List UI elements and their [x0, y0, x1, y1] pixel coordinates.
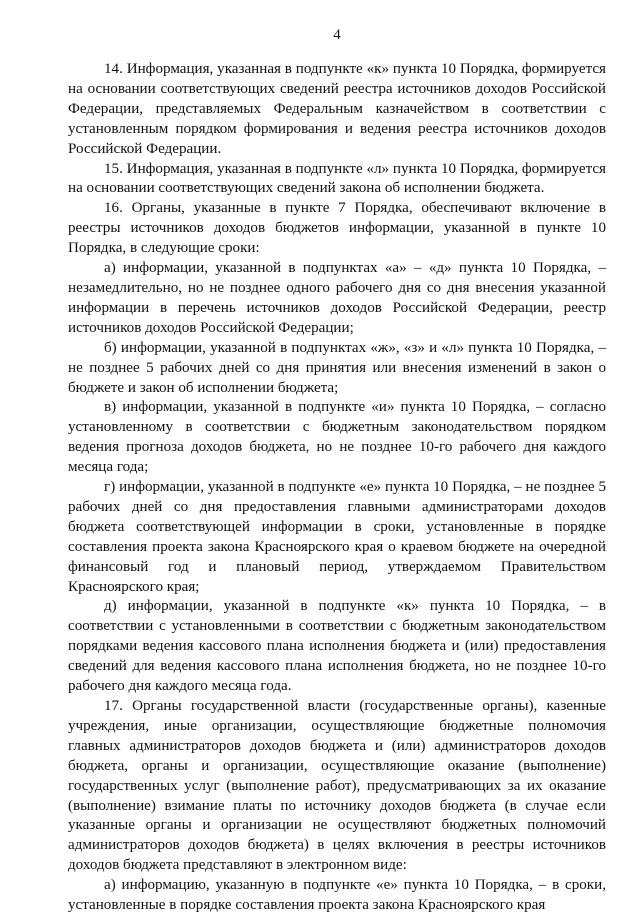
page-number: 4	[333, 27, 341, 43]
paragraph-16-a: а) информации, указанной в подпунктах «а» – «д» пункта 10 Порядка, – незамедлительно, но не позднее одного рабочего дня со дня внесения указанной информации в перечень источников доходов Российской Федерации, реестр источников доходов Российской Федерации;	[68, 260, 606, 336]
paragraph-16-v: в) информации, указанной в подпункте «и» пункта 10 Порядка, – согласно установленному в соответствии с бюджетным законодательством порядком ведения прогноза доходов бюджета, но не позднее 10-го рабочего дня каждого месяца года;	[68, 399, 606, 476]
paragraph-16-d: д) информации, указанной в подпункте «к» пункта 10 Порядка, – в соответствии с установленными в соответствии с бюджетным законодательством порядками ведения кассового плана исполнения бюджета и (или) предоставления сведений для ведения кассового плана исполнения бюджета, но не позднее 10-го рабочего дня каждого месяца года.	[68, 598, 606, 695]
paragraph-16: 16. Органы, указанные в пункте 7 Порядка, обеспечивают включение в реестры источников доходов бюджетов информации, указанной в пункте 10 Порядка, в следующие сроки:	[68, 200, 606, 257]
paragraph-16-b: б) информации, указанной в подпунктах «ж», «з» и «л» пункта 10 Порядка, – не позднее 5 рабочих дней со дня принятия или внесения изменений в закон о бюджете и закон об исполнении бюджета;	[68, 339, 606, 396]
paragraph-15: 15. Информация, указанная в подпункте «л» пункта 10 Порядка, формируется на основании соответствующих сведений закона об исполнении бюджета.	[68, 160, 606, 197]
document-body	[68, 60, 606, 916]
paragraph-17-a: а) информацию, указанную в подпункте «е» пункта 10 Порядка, – в сроки, установленные в порядке составления проекта закона Красноярского края	[68, 877, 606, 914]
paragraph-14: 14. Информация, указанная в подпункте «к» пункта 10 Порядка, формируется на основании соответствующих сведений реестра источников доходов Российской Федерации, представляемых Федеральным казначейством в соответствии с установленным порядком формирования и ведения реестра источников доходов Российской Федерации.	[68, 61, 606, 157]
paragraph-17: 17. Органы государственной власти (государственные органы), казенные учреждения, иные организации, осуществляющие бюджетные полномочия главных администраторов доходов бюджета и (или) администраторов доходов бюджета, органы и организации, осуществляющие оказание (выполнение) государственных услуг (выполнение работ), предусматривающих за их оказание (выполнение) взимание платы по источнику доходов бюджета (в случае если указанные органы и организации не осуществляют бюджетных полномочий администраторов доходов бюджета) в целях включения в реестры источников доходов бюджета представляют в электронном виде:	[68, 698, 606, 874]
paragraph-16-g: г) информации, указанной в подпункте «е» пункта 10 Порядка, – не позднее 5 рабочих дней со дня предоставления главными администраторами доходов бюджета соответствующей информации в сроки, установленные в порядке составления проекта закона Красноярского края о краевом бюджете на очередной финансовый год и плановый период, утверждаемом Правительством Красноярского края;	[68, 479, 606, 595]
